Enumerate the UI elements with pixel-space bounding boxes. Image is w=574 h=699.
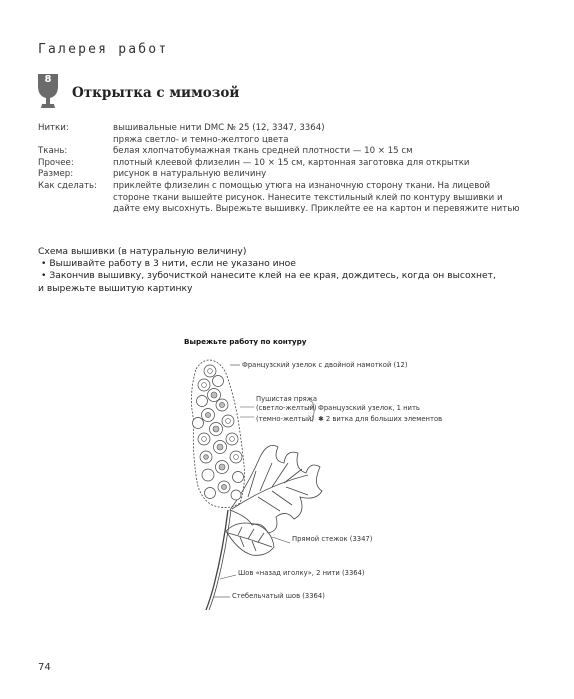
spec-row <box>38 135 528 147</box>
spec-row <box>38 181 528 216</box>
spec-key: Ткань: <box>38 146 68 157</box>
page-number: 74 <box>38 662 51 673</box>
fluffy-yarn-dark-label: (темно-желтый) <box>256 415 315 423</box>
mimosa-embroidery-diagram <box>168 335 443 630</box>
scheme-bullet-continuation: и вырежьте вышитую картинку <box>38 282 193 294</box>
fluffy-yarn-label: Пушистая пряжа <box>256 395 318 403</box>
spec-row <box>38 158 528 170</box>
spec-key: Размер: <box>38 169 74 180</box>
spec-key: Нитки: <box>38 123 69 133</box>
spec-value: приклейте флизелин с помощью утюга на изнаночную сторону ткани. На лицевой стороне ткани вышейте рисунок. Нанесите текстильный клей по контуру вышивки и дайте ему высохнуть. Вырежьте вышивку. Приклейте ее на картон и перевяжите нитью <box>113 180 520 215</box>
spec-value: белая хлопчатобумажная ткань средней плотности — 10 × 15 см <box>113 146 413 157</box>
gallery-section-title: Галерея работ <box>38 42 169 57</box>
spec-value: плотный клеевой флизелин — 10 × 15 см, картонная заготовка для открытки <box>113 157 470 168</box>
spec-row <box>38 146 528 158</box>
materials-list <box>38 123 528 216</box>
spec-key: Прочее: <box>38 157 74 168</box>
cut-contour-label: Вырежьте работу по контуру <box>184 337 307 346</box>
stem-stitch-label: Стебельчатый шов (3364) <box>232 592 325 600</box>
embroidery-scheme-notes <box>38 246 518 295</box>
spec-value: вышивальные нити DMC № 25 (12, 3347, 3364) <box>113 123 325 133</box>
french-knot-double-label: Французский узелок с двойной намоткой (12) <box>242 361 408 369</box>
snowflake-icon: ✱ <box>318 415 326 423</box>
spec-row <box>38 123 528 135</box>
straight-stitch-label: Прямой стежок (3347) <box>292 535 373 543</box>
project-number-badge: 8 <box>44 74 52 85</box>
spec-value: пряжа светло- и темно-желтого цвета <box>113 134 289 145</box>
project-heading: Открытка с мимозой <box>72 85 240 101</box>
french-knot-large-text: 2 витка для больших элементов <box>325 415 443 423</box>
spec-key <box>38 135 113 147</box>
scheme-title: Схема вышивки (в натуральную величину) <box>38 246 247 257</box>
spec-key: Как сделать: <box>38 180 97 191</box>
scheme-bullet: • Вышивайте работу в 3 нити, если не указано иное <box>41 258 296 270</box>
spec-value: рисунок в натуральную величину <box>113 169 267 180</box>
french-knot-label: Французский узелок, 1 нить <box>318 404 420 412</box>
scheme-bullet: • Закончив вышивку, зубочисткой нанесите клей на ее края, дождитесь, когда он высохнет, <box>41 270 496 282</box>
french-knot-large-label <box>318 415 442 423</box>
spec-row <box>38 169 528 181</box>
mimosa-drawing <box>168 335 433 630</box>
fluffy-yarn-light-label: (светло-желтый) <box>256 404 317 412</box>
back-stitch-label: Шов «назад иголку», 2 нити (3364) <box>238 569 365 577</box>
